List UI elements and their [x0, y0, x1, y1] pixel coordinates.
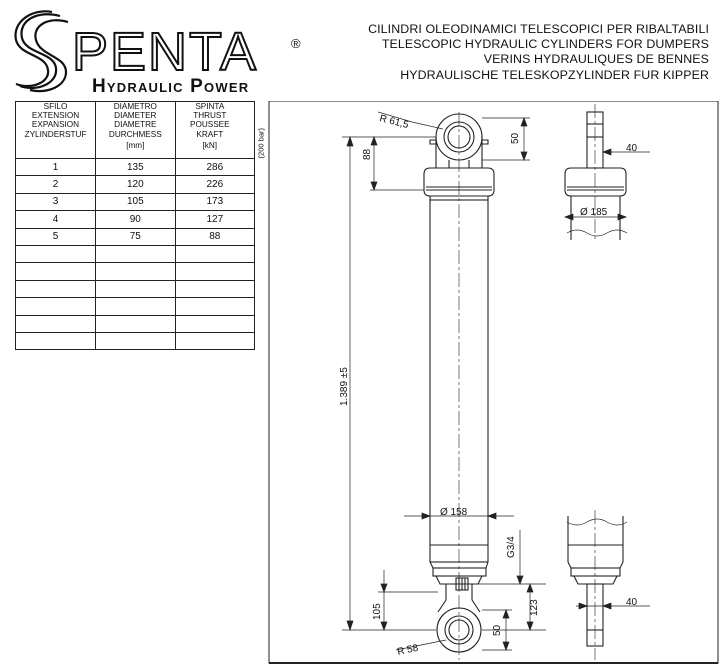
dim-bottom-height: 105 [372, 603, 383, 620]
dim-rod-width: 40 [626, 143, 638, 154]
dim-top-radius: R 61,5 [378, 113, 410, 132]
empty-cell [96, 280, 176, 297]
table-row [16, 159, 255, 176]
empty-cell [96, 332, 176, 349]
dim-top-eye-width: 50 [510, 132, 521, 144]
empty-cell [96, 315, 176, 332]
cell-diameter: 105 [96, 193, 176, 210]
dim-head-diameter: Ø 185 [580, 207, 608, 218]
cell-thrust: 127 [175, 211, 254, 228]
dim-total-length: 1.389 ±5 [339, 367, 350, 406]
empty-cell [175, 245, 254, 262]
table-row-empty [16, 280, 255, 297]
dimension-lines [342, 112, 546, 650]
cell-stage: 5 [16, 228, 96, 245]
dim-body-diameter: Ø 158 [440, 507, 468, 518]
logo-brand: PENTA [72, 22, 259, 82]
empty-cell [16, 332, 96, 349]
cell-diameter: 120 [96, 176, 176, 193]
empty-cell [175, 280, 254, 297]
table-row-empty [16, 245, 255, 262]
title-german: HYDRAULISCHE TELESKOPZYLINDER FUR KIPPER [400, 67, 709, 82]
header-diameter: DIAMETRO DIAMETER DIAMETRE DURCHMESS [mm] [96, 102, 176, 159]
dim-bottom-port-height: 123 [529, 599, 540, 616]
header-titles [368, 22, 709, 83]
table-row-empty [16, 298, 255, 315]
dim-top-height: 88 [362, 148, 373, 160]
empty-cell [16, 315, 96, 332]
cell-diameter: 90 [96, 211, 176, 228]
spec-table [15, 101, 265, 350]
empty-cell [175, 315, 254, 332]
logo-registered: ® [291, 36, 301, 51]
side-view-bottom [567, 510, 627, 660]
empty-cell [96, 263, 176, 280]
technical-drawing [268, 101, 719, 666]
table-row [16, 228, 255, 245]
header-thrust: SPINTA THRUST POUSSEE KRAFT [kN] (200 bar) [175, 102, 254, 159]
empty-cell [175, 298, 254, 315]
empty-cell [16, 263, 96, 280]
title-french: VERINS HYDRAULIQUES DE BENNES [483, 52, 709, 67]
cell-stage: 4 [16, 211, 96, 228]
dim-bottom-eye-width: 50 [492, 624, 503, 636]
thrust-unit: [kN] [202, 140, 218, 150]
cylinder-front-view [424, 112, 494, 660]
table-row [16, 193, 255, 210]
table-row-empty [16, 315, 255, 332]
logo-swoosh-icon [15, 11, 68, 91]
dim-bottom-radius: R 58 [396, 642, 420, 658]
cell-thrust: 173 [175, 193, 254, 210]
penta-logo [8, 6, 313, 100]
dim-bottom-rod-width: 40 [626, 597, 638, 608]
table-row-empty [16, 332, 255, 349]
table-header-row [16, 102, 255, 159]
pressure-note: (200 bar) [256, 128, 265, 159]
header-extension: SFILO EXTENSION EXPANSION ZYLINDERSTUF [16, 102, 96, 159]
cylinder-drawing [268, 101, 719, 666]
cell-stage: 3 [16, 193, 96, 210]
table-row [16, 176, 255, 193]
empty-cell [16, 280, 96, 297]
empty-cell [175, 332, 254, 349]
table-row [16, 211, 255, 228]
dim-port: G3/4 [506, 536, 517, 558]
cell-stage: 1 [16, 159, 96, 176]
empty-cell [16, 245, 96, 262]
title-english: TELESCOPIC HYDRAULIC CYLINDERS FOR DUMPERS [381, 37, 709, 52]
table-row-empty [16, 263, 255, 280]
cell-thrust: 88 [175, 228, 254, 245]
cell-diameter: 75 [96, 228, 176, 245]
logo-tagline: Hydraulic Power [92, 76, 250, 97]
empty-cell [96, 245, 176, 262]
diameter-unit: [mm] [126, 140, 145, 150]
empty-cell [175, 263, 254, 280]
cell-diameter: 135 [96, 159, 176, 176]
title-italian: CILINDRI OLEODINAMICI TELESCOPICI PER RIBALTABILI [368, 22, 709, 36]
cell-stage: 2 [16, 176, 96, 193]
cell-thrust: 226 [175, 176, 254, 193]
empty-cell [96, 298, 176, 315]
empty-cell [16, 298, 96, 315]
cell-thrust: 286 [175, 159, 254, 176]
